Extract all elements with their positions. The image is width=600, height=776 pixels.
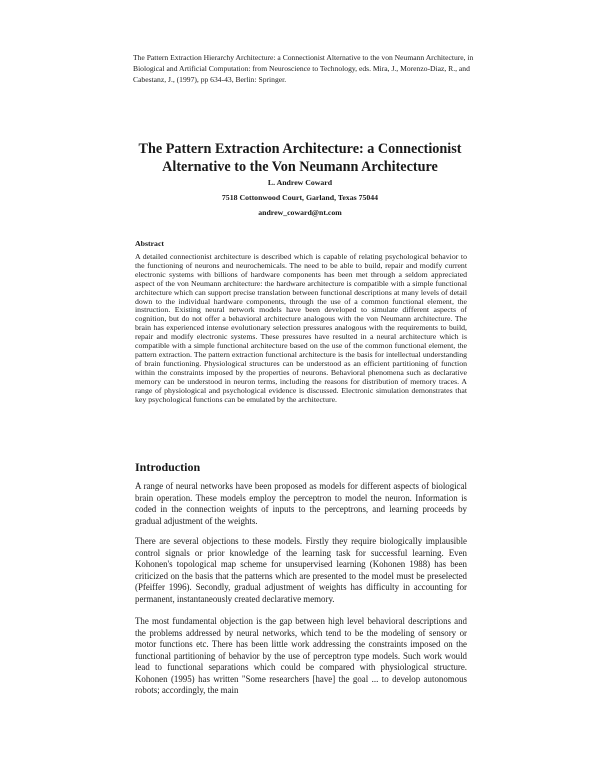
paper-title-line-2: Alternative to the Von Neumann Architecture xyxy=(162,159,438,175)
intro-paragraph-3: The most fundamental objection is the gap between high level behavioral descriptions and the problems addressed by neural networks, which tend to be the modeling of sensory or motor functions etc. There has been little work addressing the constraints imposed on the functional partitioning of behavior by the use of perceptron type models. Such work would lead to functional separations which could be compared with physiological structure. Kohonen (1995) has written "Some researchers [have] the goal ... to develop autonomous robots; accordingly, the main xyxy=(135,616,467,695)
introduction-heading: Introduction xyxy=(135,460,201,474)
paper-title-line-1: The Pattern Extraction Architecture: a Connectionist xyxy=(138,141,462,157)
author-name: L. Andrew Coward xyxy=(267,178,333,187)
abstract-text: A detailed connectionist architecture is described which is capable of relating psychological behavior to the functioning of neurons and neurochemicals. The need to be able to build, repair and modify current electronic systems with billions of hardware components has been met through a seldom appreciated aspect of the von Neumann architecture: the hardware architecture is compatible with a simple functional architecture which can support precise translation between functional descriptions at many levels of detail down to the individual hardware components, through the use of a common functional element, the instruction. Existing neural network models have been developed to simulate different aspects of cognition, but do not offer a behavioral architecture analogous with the von Neumann architecture. The brain has experienced intense evolutionary selection pressures analogous with the requirements to build, repair and modify electronic systems. These pressures have resulted in a neural architecture which is compatible with a simple functional architecture based on the use of the common functional element, the pattern extraction. The pattern extraction functional architecture is the basis for intellectual understanding of brain functioning. Physiological structures can be understood as an efficient partitioning of function within the constraints imposed by the properties of neurons. Behavioral phenomena such as declarative memory can be understood in neuron terms, including the reasons for distribution of memory traces. A range of physiological and psychological evidence is discussed. Electronic simulation demonstrates that key psychological functions can be emulated by the architecture. xyxy=(135,252,467,404)
author-email: andrew_coward@nt.com xyxy=(258,208,342,217)
abstract-heading: Abstract xyxy=(135,239,165,248)
paper-title xyxy=(60,140,540,176)
intro-paragraph-2: There are several objections to these models. Firstly they require biologically implausible control signals or prior knowledge of the learning task for successful learning. Even Kohonen's topological map scheme for unsupervised learning (Kohonen 1988) has been criticized on the basis that the patterns which are presented to the model must be preselected (Pfeiffer 1996). Secondly, gradual adjustment of weights has difficulty in accounting for permanent, instantaneously created declarative memory. xyxy=(135,536,467,604)
author-address: 7518 Cottonwood Court, Garland, Texas 75044 xyxy=(221,193,379,202)
citation-header: The Pattern Extraction Hierarchy Architecture: a Connectionist Alternative to the von Neumann Architecture, in Biological and Artificial Computation: from Neuroscience to Technology, eds. Mira, J., Morenzo-Diaz, R., and Cabestanz, J., (1997), pp 634-43, Berlin: Springer. xyxy=(133,53,474,84)
intro-paragraph-1: A range of neural networks have been proposed as models for different aspects of biological brain operation. These models employ the perceptron to model the neuron. Information is coded in the connection weights of inputs to the perceptrons, and learning proceeds by gradual adjustment of the weights. xyxy=(135,481,467,526)
